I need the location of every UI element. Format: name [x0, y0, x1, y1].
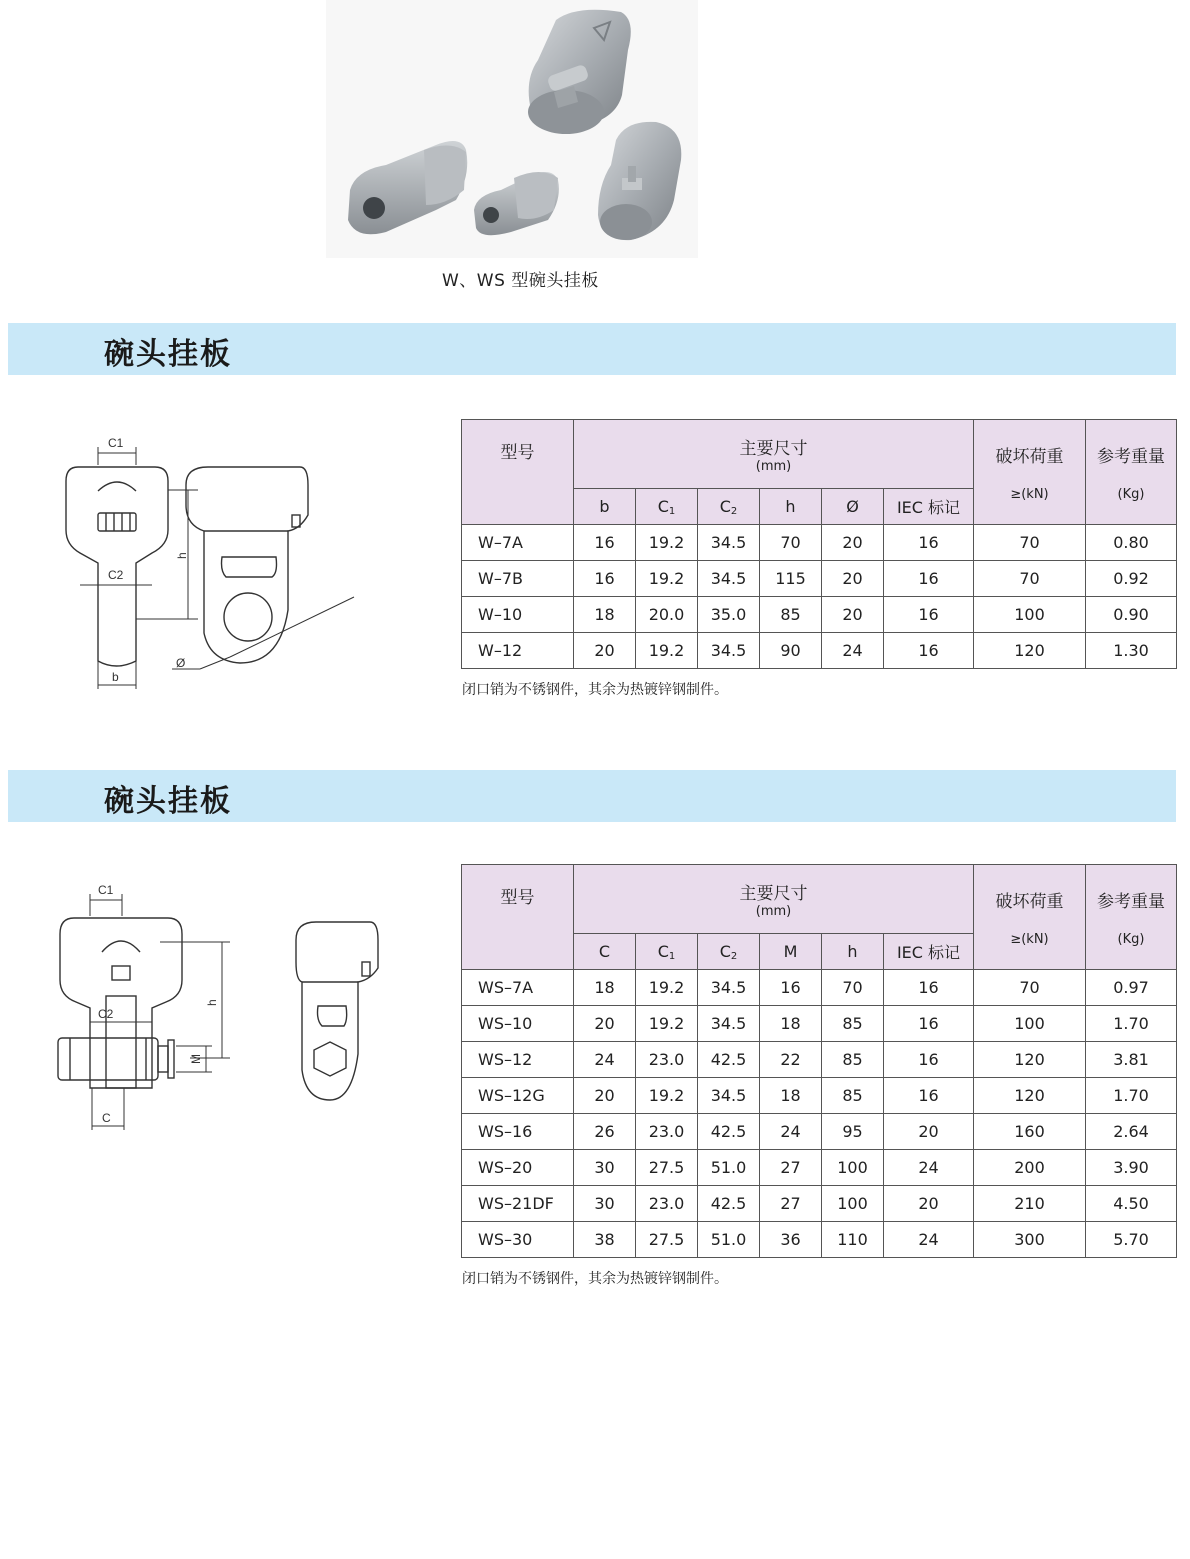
subheader-c1: $C_1$	[636, 934, 698, 970]
value-cell: 24	[574, 1042, 636, 1078]
load-title: 破坏荷重	[995, 447, 1064, 467]
value-cell: 35.0	[698, 597, 760, 633]
value-cell: 19.2	[636, 1006, 698, 1042]
load-unit: ≥(kN)	[1010, 932, 1049, 947]
subheader-h: h	[822, 934, 884, 970]
w-fitting-middle	[474, 172, 559, 235]
model-cell: W–7B	[462, 561, 574, 597]
value-cell: 34.5	[698, 525, 760, 561]
group-unit: (mm)	[755, 459, 792, 474]
table-row	[462, 561, 1177, 597]
value-cell: 16	[884, 633, 974, 669]
spec-table-ws	[461, 864, 1177, 1258]
table-row	[462, 1222, 1177, 1258]
value-cell: 27	[760, 1186, 822, 1222]
value-cell: 34.5	[698, 1006, 760, 1042]
dim-label-c1: C1	[98, 883, 114, 897]
value-cell: 42.5	[698, 1114, 760, 1150]
value-cell: 27.5	[636, 1222, 698, 1258]
value-cell: 70	[760, 525, 822, 561]
model-cell: WS–7A	[462, 970, 574, 1006]
value-cell: 16	[574, 525, 636, 561]
section-banner-w	[8, 323, 1176, 375]
table-row	[462, 1078, 1177, 1114]
value-cell: 16	[884, 1078, 974, 1114]
value-cell: 51.0	[698, 1222, 760, 1258]
value-cell: 26	[574, 1114, 636, 1150]
header-main-dimensions	[574, 420, 974, 489]
section-title: 碗头挂板	[104, 784, 232, 819]
dim-label-b: b	[112, 670, 119, 684]
value-cell: 110	[822, 1222, 884, 1258]
value-cell: 20	[884, 1186, 974, 1222]
value-cell: 70	[974, 970, 1086, 1006]
load-title: 破坏荷重	[995, 892, 1064, 912]
value-cell: 160	[974, 1114, 1086, 1150]
subheader-h: h	[760, 489, 822, 525]
model-cell: WS–12	[462, 1042, 574, 1078]
value-cell: 0.92	[1086, 561, 1177, 597]
weight-unit: (Kg)	[1117, 487, 1145, 502]
table-row	[462, 1186, 1177, 1222]
header-weight	[1086, 420, 1177, 525]
group-title: 主要尺寸	[739, 884, 808, 904]
value-cell: 3.81	[1086, 1042, 1177, 1078]
value-cell: 51.0	[698, 1150, 760, 1186]
model-cell: W–10	[462, 597, 574, 633]
value-cell: 16	[884, 597, 974, 633]
value-cell: 90	[760, 633, 822, 669]
value-cell: 20	[822, 597, 884, 633]
dim-label-h: h	[175, 552, 189, 559]
value-cell: 70	[822, 970, 884, 1006]
weight-title: 参考重量	[1097, 447, 1165, 467]
value-cell: 34.5	[698, 1078, 760, 1114]
w-technical-drawing	[40, 425, 420, 704]
dim-label-c2: C2	[98, 1007, 114, 1021]
table-row	[462, 970, 1177, 1006]
value-cell: 100	[974, 597, 1086, 633]
material-note: 闭口销为不锈钢件，其余为热镀锌钢制件。	[462, 682, 728, 698]
value-cell: 20	[822, 561, 884, 597]
product-photo	[326, 0, 698, 258]
value-cell: 30	[574, 1186, 636, 1222]
model-cell: WS–10	[462, 1006, 574, 1042]
value-cell: 20	[574, 1078, 636, 1114]
value-cell: 85	[822, 1006, 884, 1042]
value-cell: 19.2	[636, 561, 698, 597]
group-title: 主要尺寸	[739, 439, 808, 459]
value-cell: 70	[974, 561, 1086, 597]
product-caption: W、WS 型碗头挂板	[442, 271, 599, 291]
header-main-dimensions	[574, 865, 974, 934]
value-cell: 38	[574, 1222, 636, 1258]
value-cell: 34.5	[698, 633, 760, 669]
dim-label-c2: C2	[108, 568, 124, 582]
model-cell: WS–20	[462, 1150, 574, 1186]
value-cell: 30	[574, 1150, 636, 1186]
ws-fitting-right	[598, 122, 681, 240]
model-cell: WS–12G	[462, 1078, 574, 1114]
value-cell: 23.0	[636, 1042, 698, 1078]
table-row	[462, 1042, 1177, 1078]
model-cell: W–12	[462, 633, 574, 669]
ws-fitting-large	[528, 10, 631, 134]
value-cell: 200	[974, 1150, 1086, 1186]
model-cell: W–7A	[462, 525, 574, 561]
value-cell: 120	[974, 633, 1086, 669]
subheader-c2: $C_2$	[698, 489, 760, 525]
value-cell: 20	[574, 633, 636, 669]
value-cell: 24	[760, 1114, 822, 1150]
value-cell: 34.5	[698, 970, 760, 1006]
model-cell: WS–16	[462, 1114, 574, 1150]
value-cell: 34.5	[698, 561, 760, 597]
subheader-c: C	[574, 934, 636, 970]
value-cell: 0.80	[1086, 525, 1177, 561]
header-load	[974, 420, 1086, 525]
value-cell: 1.70	[1086, 1078, 1177, 1114]
value-cell: 85	[760, 597, 822, 633]
value-cell: 20	[884, 1114, 974, 1150]
value-cell: 19.2	[636, 1078, 698, 1114]
value-cell: 18	[760, 1078, 822, 1114]
value-cell: 4.50	[1086, 1186, 1177, 1222]
value-cell: 300	[974, 1222, 1086, 1258]
dim-label-m: M	[189, 1054, 203, 1064]
value-cell: 0.90	[1086, 597, 1177, 633]
ws-technical-drawing	[40, 870, 420, 1144]
header-load	[974, 865, 1086, 970]
dim-label-c: C	[102, 1111, 111, 1125]
load-unit: ≥(kN)	[1010, 487, 1049, 502]
value-cell: 70	[974, 525, 1086, 561]
value-cell: 18	[574, 970, 636, 1006]
value-cell: 16	[884, 970, 974, 1006]
value-cell: 18	[760, 1006, 822, 1042]
table-row	[462, 1006, 1177, 1042]
subheader-c2: $C_2$	[698, 934, 760, 970]
value-cell: 85	[822, 1078, 884, 1114]
value-cell: 23.0	[636, 1114, 698, 1150]
value-cell: 20.0	[636, 597, 698, 633]
dim-label-c1: C1	[108, 436, 124, 450]
value-cell: 24	[884, 1150, 974, 1186]
value-cell: 100	[822, 1186, 884, 1222]
value-cell: 16	[884, 525, 974, 561]
value-cell: 27.5	[636, 1150, 698, 1186]
table-row	[462, 597, 1177, 633]
group-unit: (mm)	[755, 904, 792, 919]
weight-title: 参考重量	[1097, 892, 1165, 912]
dim-label-diameter: Ø	[176, 656, 186, 670]
section-title: 碗头挂板	[104, 337, 232, 372]
subheader-iec: IEC 标记	[884, 489, 974, 525]
value-cell: 95	[822, 1114, 884, 1150]
table-row	[462, 1150, 1177, 1186]
value-cell: 16	[760, 970, 822, 1006]
value-cell: 100	[822, 1150, 884, 1186]
value-cell: 20	[822, 525, 884, 561]
value-cell: 1.70	[1086, 1006, 1177, 1042]
value-cell: 16	[884, 1042, 974, 1078]
value-cell: 0.97	[1086, 970, 1177, 1006]
value-cell: 19.2	[636, 970, 698, 1006]
table-row	[462, 525, 1177, 561]
header-model: 型号	[462, 420, 574, 525]
subheader-iec: IEC 标记	[884, 934, 974, 970]
value-cell: 19.2	[636, 633, 698, 669]
value-cell: 210	[974, 1186, 1086, 1222]
model-cell: WS–21DF	[462, 1186, 574, 1222]
value-cell: 100	[974, 1006, 1086, 1042]
value-cell: 27	[760, 1150, 822, 1186]
subheader-diameter: Ø	[822, 489, 884, 525]
value-cell: 42.5	[698, 1042, 760, 1078]
weight-unit: (Kg)	[1117, 932, 1145, 947]
table-row	[462, 1114, 1177, 1150]
spec-table-w	[461, 419, 1177, 669]
value-cell: 22	[760, 1042, 822, 1078]
subheader-m: M	[760, 934, 822, 970]
material-note: 闭口销为不锈钢件，其余为热镀锌钢制件。	[462, 1271, 728, 1287]
value-cell: 24	[884, 1222, 974, 1258]
table-row	[462, 633, 1177, 669]
value-cell: 115	[760, 561, 822, 597]
value-cell: 1.30	[1086, 633, 1177, 669]
subheader-c1: $C_1$	[636, 489, 698, 525]
value-cell: 23.0	[636, 1186, 698, 1222]
w-fitting-left	[348, 141, 467, 234]
value-cell: 18	[574, 597, 636, 633]
subheader-b: b	[574, 489, 636, 525]
value-cell: 42.5	[698, 1186, 760, 1222]
dim-label-h: h	[205, 999, 219, 1006]
value-cell: 2.64	[1086, 1114, 1177, 1150]
value-cell: 3.90	[1086, 1150, 1177, 1186]
value-cell: 19.2	[636, 525, 698, 561]
value-cell: 24	[822, 633, 884, 669]
value-cell: 36	[760, 1222, 822, 1258]
value-cell: 16	[884, 561, 974, 597]
value-cell: 120	[974, 1078, 1086, 1114]
value-cell: 85	[822, 1042, 884, 1078]
value-cell: 20	[574, 1006, 636, 1042]
header-model: 型号	[462, 865, 574, 970]
section-banner-ws	[8, 770, 1176, 822]
header-weight	[1086, 865, 1177, 970]
value-cell: 16	[574, 561, 636, 597]
model-cell: WS–30	[462, 1222, 574, 1258]
value-cell: 120	[974, 1042, 1086, 1078]
value-cell: 5.70	[1086, 1222, 1177, 1258]
value-cell: 16	[884, 1006, 974, 1042]
